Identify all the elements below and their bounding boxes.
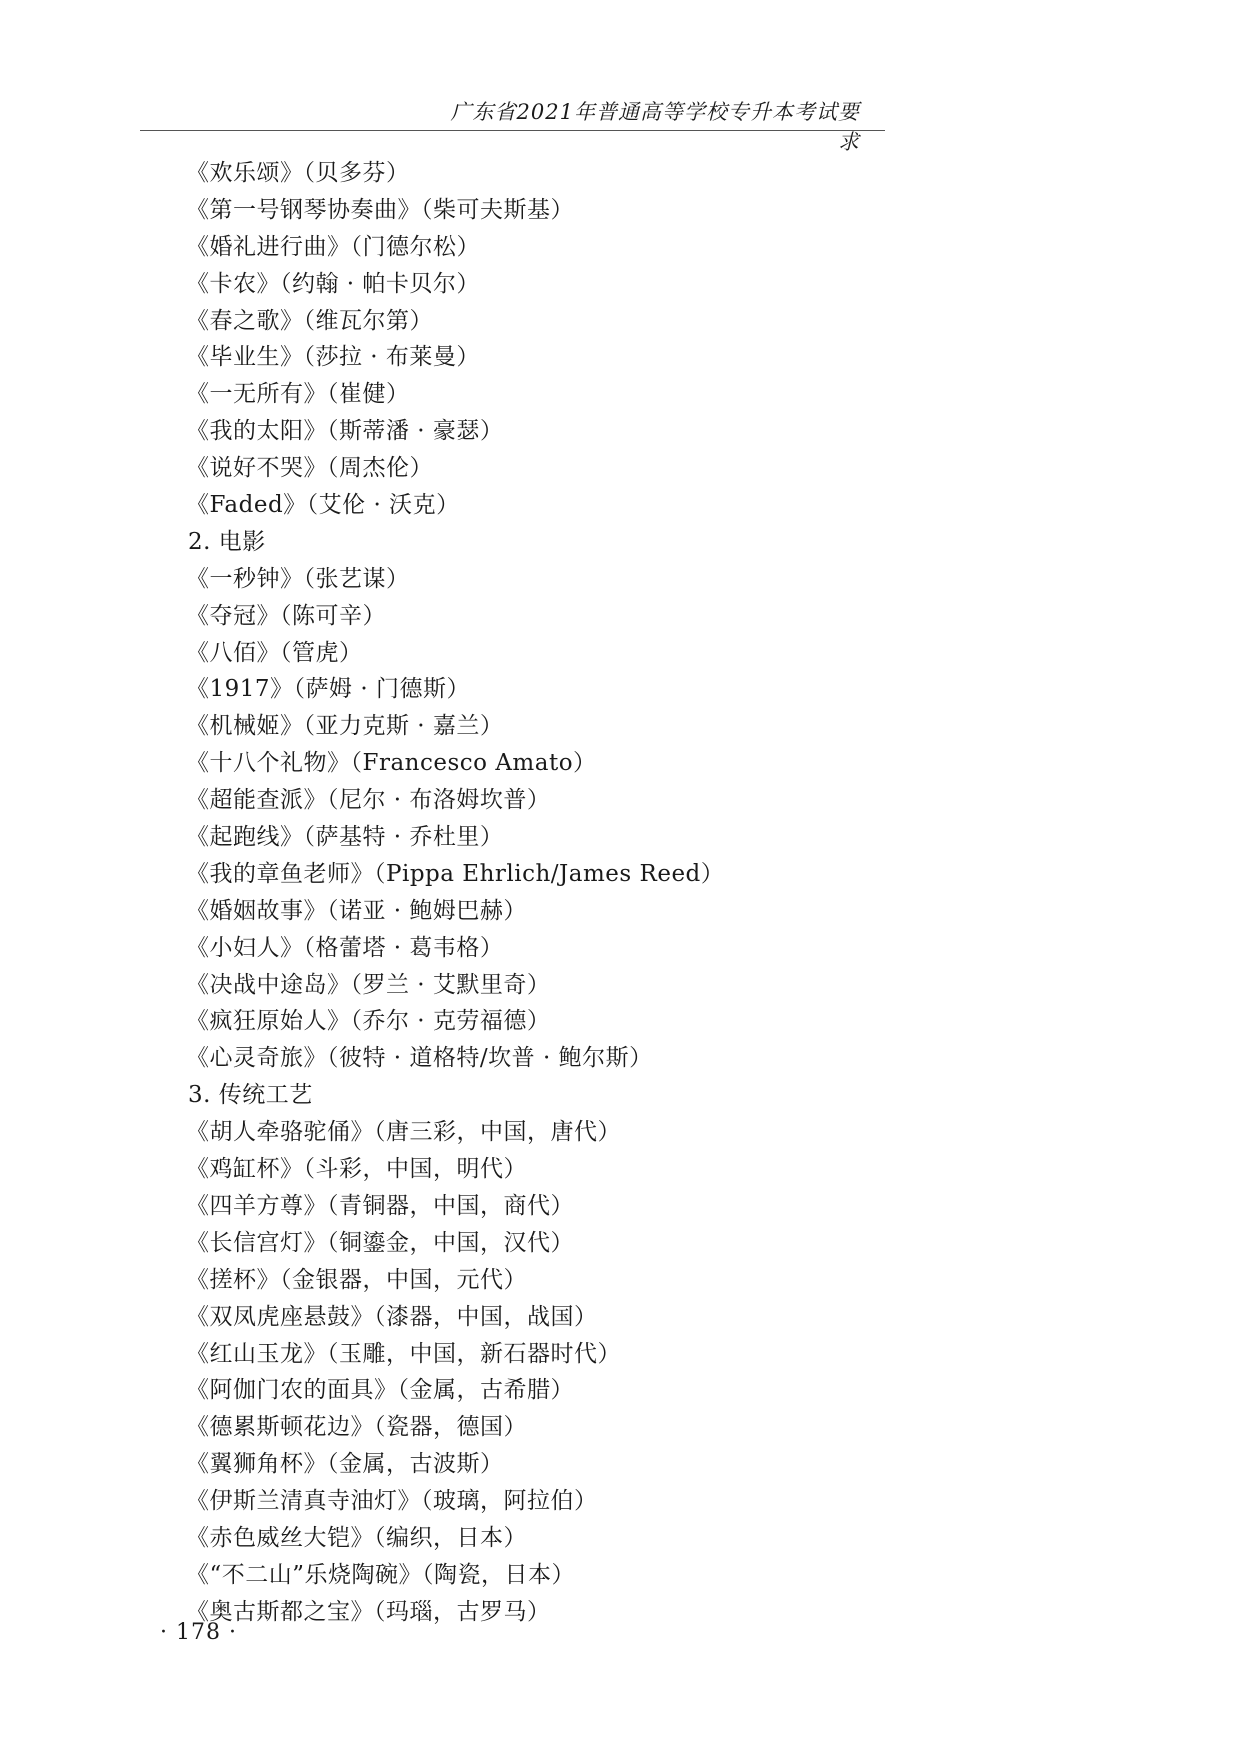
list-item: 《鸡缸杯》（斗彩，中国，明代） [186,1156,527,1183]
list-item: 《婚礼进行曲》（门德尔松） [186,233,480,260]
list-item: 《翼狮角杯》（金属，古波斯） [186,1451,504,1478]
list-item: 《我的章鱼老师》（Pippa Ehrlich/James Reed） [186,860,725,887]
list-item: 《卡农》（约翰 · 帕卡贝尔） [186,270,480,297]
list-item: 《春之歌》（维瓦尔第） [186,307,433,334]
list-item: 《红山玉龙》（玉雕，中国，新石器时代） [186,1340,621,1367]
list-item: 《1917》（萨姆 · 门德斯） [186,676,470,703]
list-item: 《超能查派》（尼尔 · 布洛姆坎普） [186,787,551,814]
list-item: 《决战中途岛》（罗兰 · 艾默里奇） [186,971,551,998]
list-item: 《“不二山”乐烧陶碗》（陶瓷，日本） [186,1561,576,1588]
list-item: 《十八个礼物》（Francesco Amato） [186,750,597,777]
list-item: 《伊斯兰清真寺油灯》（玻璃，阿拉伯） [186,1488,598,1515]
list-item: 《双凤虎座悬鼓》（漆器，中国，战国） [186,1303,598,1330]
list-item: 《四羊方尊》（青铜器，中国，商代） [186,1192,574,1219]
list-item: 《一秒钟》（张艺谋） [186,565,410,592]
header-rule [140,130,885,131]
section-heading: 2. 电影 [188,528,266,555]
list-item: 《一无所有》（崔健） [186,381,410,408]
list-item: 《毕业生》（莎拉 · 布莱曼） [186,344,480,371]
list-item: 《第一号钢琴协奏曲》（柴可夫斯基） [186,196,574,223]
document-body [186,155,946,1631]
list-item: 《长信宫灯》（铜鎏金，中国，汉代） [186,1229,574,1256]
list-item: 《赤色威丝大铠》（编织，日本） [186,1524,527,1551]
list-item: 《我的太阳》（斯蒂潘 · 豪瑟） [186,418,504,445]
list-item: 《Faded》（艾伦 · 沃克） [186,492,460,519]
list-item: 《德累斯顿花边》（瓷器，德国） [186,1414,527,1441]
list-item: 《胡人牵骆驼俑》（唐三彩，中国，唐代） [186,1119,621,1146]
list-item: 《心灵奇旅》（彼特 · 道格特/坎普 · 鲍尔斯） [186,1045,653,1072]
running-header: 广东省2021年普通高等学校专升本考试要求 [450,100,860,154]
list-item: 《疯狂原始人》（乔尔 · 克劳福德） [186,1008,551,1035]
list-item: 《搓杯》（金银器，中国，元代） [186,1266,527,1293]
list-item: 《欢乐颂》（贝多芬） [186,160,410,186]
list-item: 《阿伽门农的面具》（金属，古希腊） [186,1377,574,1404]
list-item: 《奥古斯都之宝》（玛瑙，古罗马） [186,1598,551,1625]
list-item: 《婚姻故事》（诺亚 · 鲍姆巴赫） [186,897,527,924]
list-item: 《说好不哭》（周杰伦） [186,455,433,482]
list-item: 《八佰》（管虎） [186,639,363,666]
list-item: 《夺冠》（陈可辛） [186,602,386,629]
list-item: 《机械姬》（亚力克斯 · 嘉兰） [186,713,504,740]
list-item: 《起跑线》（萨基特 · 乔杜里） [186,824,504,851]
list-item: 《小妇人》（格蕾塔 · 葛韦格） [186,934,504,961]
page-number: · 178 · [160,1620,237,1645]
section-heading: 3. 传统工艺 [188,1082,313,1109]
